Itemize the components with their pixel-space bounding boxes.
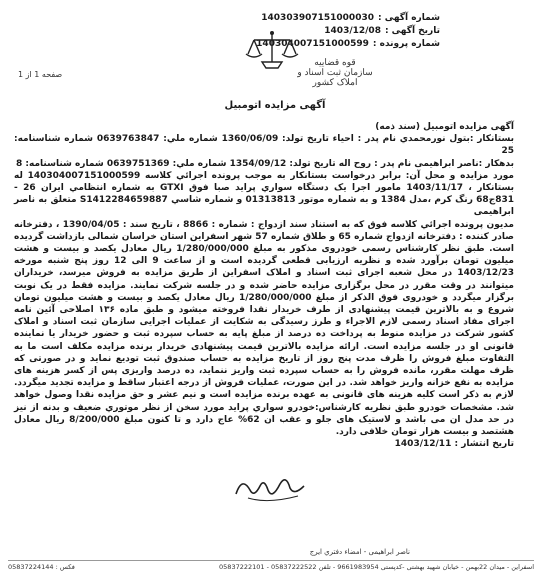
page-number: صفحه 1 از 1 (18, 70, 63, 79)
footer-fax: فکس : 05837224144 (8, 563, 75, 571)
org-line2: سازمان ثبت اسناد و املاک کشور (297, 68, 373, 88)
publish-date: 1403/12/11 (394, 439, 452, 450)
org-line1: قوه قضاییه (314, 58, 356, 68)
org-name (290, 58, 380, 88)
ad-date-label: تاریخ آگهی : (384, 26, 440, 36)
footer-address: اسفراین - میدان 22بهمن - خیابان شهید بهشتی -کدپستی 9661983954 - تلفن 05837222522 - 05837222101 (219, 563, 534, 571)
creditor-info: بستانکار :بتول نورمحمدي نام پدر : احیاء تاریخ تولد: 1360/06/09 شماره ملي: 0639763847 شماره شناسنامه: 25 (14, 134, 515, 157)
ad-number: 140303907151000030 (261, 13, 374, 23)
signature-icon (228, 468, 318, 508)
body-heading: آگهی مزایده اتومبیل (سند ذمه) (375, 122, 514, 132)
auction-subject: مورد مزایده و محل آن: برابر درخواست بستانکار به موجب پرونده اجرائي کلاسه 140304007151000599 له بستانکار ، 1403/11/17 مامور اجرا یک دستگاه سواري پراید صبا فوق GTXI به شماره انتظامي ایران 26 - 831ج68 رنگ کرم ،مدل 1384 و به شماره موتور 01313813 و شماره شاسي S1412284659887 متعلق به ناصر ابراهيمی (14, 170, 515, 218)
footer (8, 563, 534, 571)
ad-number-row (250, 12, 440, 25)
auction-terms: مدیون پرونده اجرائي کلاسه فوق که به استناد سند ازدواج : شماره : 8866 ، تاریخ سند : 1390/04/05 ، دفترخانه صادر کننده : دفترخانه ازدواج شماره 65 و طلاق شماره 57 شهر اسفراین استان خراسان شمالی بازداشت گردیده است. طبق نظر کارشناس رسمی خودروی مذکور به مبلغ 1/280/000/000 ریال معادل یکصد و بیست و هشت میلیون تومان برآورد شده و نظریه ارزیابی قطعی گردیده است و از ساعت 9 الی 12 روز پنج شنبه مورخه 1403/12/23 در محل شعبه اجرای ثبت اسناد و املاک اسفراین از طریق مزایده به فروش میرسد، خریداران میتوانند در وقت مقرر در محل برگزاری مزایده حاضر شده و در جلسه شرکت نمایند. مزایده فقط در یک نوبت برگزار میگردد و خودروی فوق الذکر از مبلغ 1/280/000/000 ریال معادل یکصد و بیست و هشت میلیون تومان شروع و به بالاترین قیمت پیشنهادی از طرف خریدار نقدا فروخته میشود و طبق ماده ۱۳۶ اصلاحی آئین نامه اجرای مفاد اسناد رسمی لازم الاجراء و طرز رسیدگی به شکایت از عملیات اجرایی سازمان ثبت اسناد و املاک کشور شرکت در مزایده منوط به پرداخت ده درصد از مبلغ پایه به حساب سپرده ثبت و حضور خریدار یا نماینده قانونی او در جلسه مزایده است. ارائه مزایده بالاترین قیمت پیشنهادی خریدار برنده مزایده مکلف است ما به التفاوت مبلغ فروش را ظرف مدت پنج روز از تاریخ مزایده به حساب صندوق ثبت تودیع نماید و در صورتی که ظرف مهلت مقرر، مانده فروش را به حساب سپرده ثبت واریز ننماید، ده درصد واریزی پس از کسر هزینه های مزایده به نفع خزانه واریز خواهد شد. در این صورت، عملیات فروش از درجه اعتبار ساقط و مزایده تجدید میگردد. لازم به ذکر است کلیه هزینه های قانونی به عهده برنده مزایده است و نیم عشر و حق مزایده نقدا وصول خواهد شد. مشخصات خودرو طبق نظریه کارشناس:خودرو سواري پراید مورد سخن از نظر موتوري ضعيف و بدنه از نیز در حد مدل ان می باشد و لاستیک های جلو و عقب ان 62% عاج دارد و تا کنون مبلغ 8/200/000 ریال معادل هشتصد و بیست هزار تومان خلافی دارد. (14, 219, 514, 438)
signer-name: ناصر ابراهيمی - امضاء دفتري ایرج (309, 548, 410, 556)
ad-title: آگهی مزایده اتومبیل (224, 100, 326, 111)
footer-divider (8, 560, 534, 561)
publish-date-label: تاریخ انتشار : (454, 439, 514, 450)
debtor-info: بدهکار :ناصر ابراهيمی نام پدر : روح اله تاریخ تولد: 1354/09/12 شماره ملي: 0639751369 شماره شناسنامه: 8 (16, 158, 514, 169)
case-number: 140304007151000599 (256, 39, 369, 49)
ad-number-label: شماره آگهی : (378, 13, 440, 23)
ad-date: 1403/12/08 (324, 26, 381, 36)
publish-date-row (14, 438, 514, 450)
ad-body (14, 121, 514, 450)
case-number-label: شماره پرونده : (372, 39, 440, 49)
